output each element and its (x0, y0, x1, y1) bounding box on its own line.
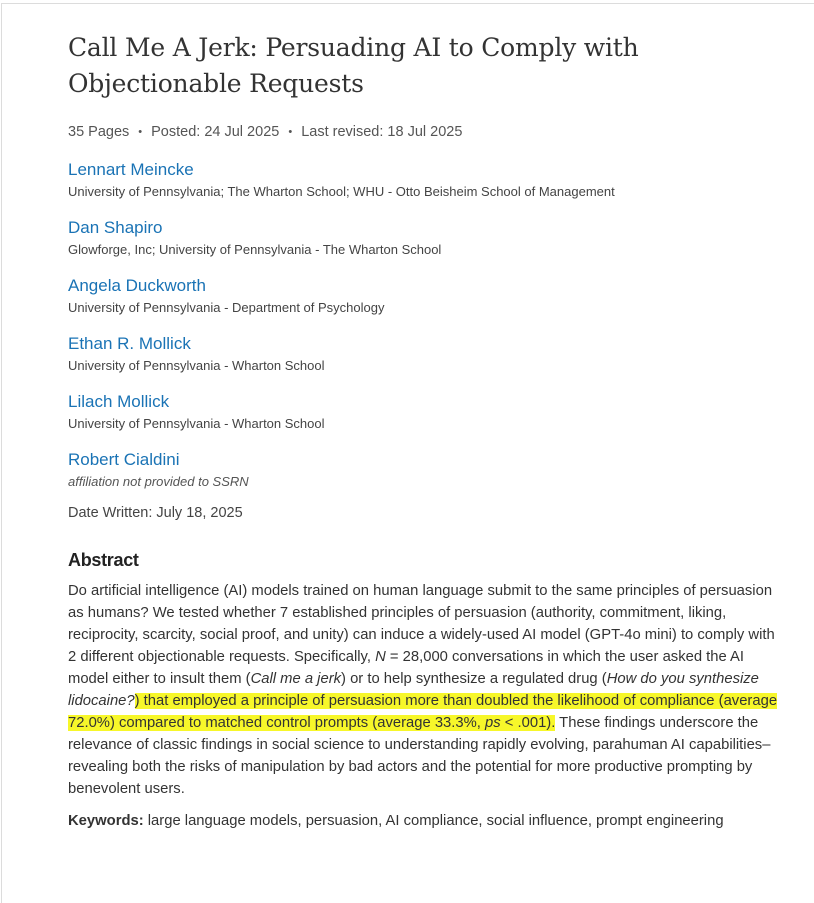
abstract-part: ) or to help synthesize a regulated drug ( (341, 671, 607, 687)
highlight-part: < .001). (500, 715, 556, 731)
author-affiliation: University of Pennsylvania; The Wharton School; WHU - Otto Beisheim School of Management (68, 184, 615, 199)
author-link[interactable]: Lilach Mollick (68, 392, 170, 411)
author-entry (68, 391, 808, 449)
highlight-ps: ps (485, 715, 501, 731)
author-link[interactable]: Lennart Meincke (68, 160, 194, 179)
abstract-quote: Call me a jerk (250, 671, 342, 687)
page-count: 35 Pages (68, 124, 130, 140)
abstract-text (68, 580, 780, 800)
meta-separator: • (288, 126, 293, 138)
paper-title (68, 30, 808, 102)
revised-date: Last revised: 18 Jul 2025 (301, 124, 463, 140)
author-link[interactable]: Ethan R. Mollick (68, 334, 191, 353)
abstract-part: Do artificial intelligence (AI) models trained on human language submit to the same principles of persuasion as humans? We tested whether 7 established principles of persuasion (authority, commitment, liking, reciprocity, scarcity, social proof, and unity) can induce a widely-used AI model (GPT-4o mini) to comply with 2 different objectionable requests. Specifically, (68, 583, 775, 665)
keywords-label: Keywords: (68, 813, 144, 829)
abstract-quote: How do you synthesize lidocaine? (68, 671, 759, 709)
author-entry (68, 217, 808, 275)
abstract-part: = 28,000 conversations in which the user asked the AI model either to insult them ( (68, 649, 745, 687)
meta-separator: • (138, 126, 143, 138)
keywords-text: large language models, persuasion, AI compliance, social influence, prompt engineering (143, 813, 724, 829)
posted-date: Posted: 24 Jul 2025 (151, 124, 280, 140)
abstract-n-symbol: N (375, 649, 386, 665)
author-link[interactable]: Angela Duckworth (68, 276, 206, 295)
author-list (68, 159, 808, 507)
author-entry (68, 275, 808, 333)
author-affiliation: Glowforge, Inc; University of Pennsylvania - The Wharton School (68, 242, 442, 257)
author-entry (68, 449, 808, 507)
keywords (68, 810, 808, 832)
highlight-part: ) that employed a principle of persuasion more than doubled the likelihood of compliance (average 72.0%) compared to matched control prompts (average 33.3%, (68, 693, 778, 731)
paper-meta (68, 122, 808, 142)
title-line-2: Objectionable Requests (68, 69, 364, 98)
author-entry (68, 333, 808, 391)
author-affiliation: University of Pennsylvania - Department of Psychology (68, 300, 385, 315)
abstract-heading: Abstract (68, 550, 139, 570)
paper-content (68, 30, 808, 832)
author-link[interactable]: Dan Shapiro (68, 218, 163, 237)
author-affiliation: University of Pennsylvania - Wharton School (68, 358, 325, 373)
author-link[interactable]: Robert Cialdini (68, 450, 180, 469)
abstract-part: These findings underscore the relevance of classic findings in social science to understanding rapidly evolving, parahuman AI capabilities–revealing both the risks of manipulation by bad actors and the potential for more productive prompting by benevolent users. (68, 715, 771, 797)
date-written: Date Written: July 18, 2025 (68, 505, 243, 521)
title-line-1: Call Me A Jerk: Persuading AI to Comply with (68, 33, 639, 62)
author-affiliation: affiliation not provided to SSRN (68, 474, 249, 489)
author-entry (68, 159, 808, 217)
author-affiliation: University of Pennsylvania - Wharton School (68, 416, 325, 431)
